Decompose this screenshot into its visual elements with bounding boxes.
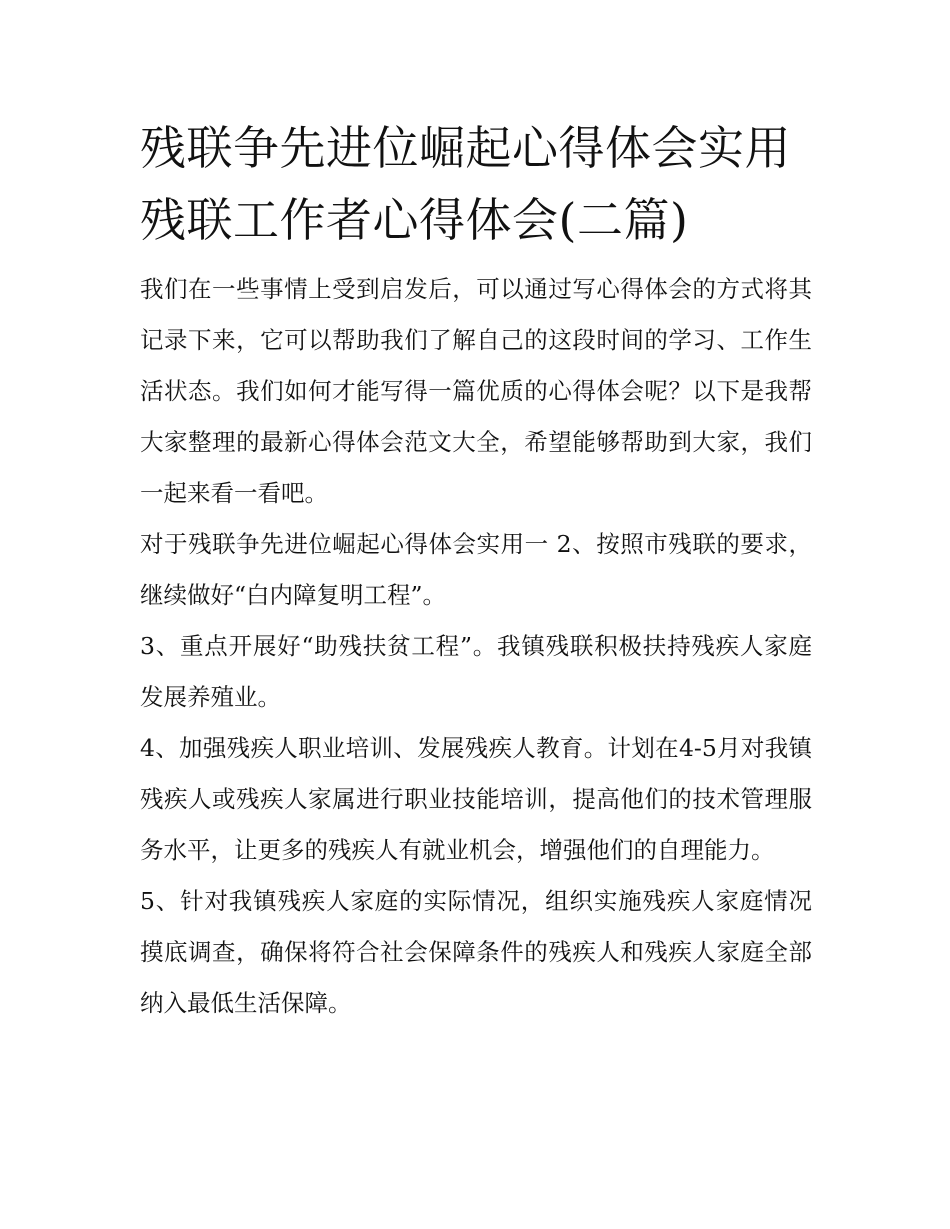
paragraph-item-3: 3、重点开展好“助残扶贫工程”。我镇残联积极扶持残疾人家庭发展养殖业。 — [140, 632, 812, 711]
document-body — [140, 112, 812, 1029]
paragraph-intro: 我们在一些事情上受到启发后，可以通过写心得体会的方式将其记录下来，它可以帮助我们了解自己的这段时间的学习、工作生活状态。我们如何才能写得一篇优质的心得体会呢？以下是我帮大家整理的最新心得体会范文大全，希望能够帮助到大家，我们一起来看一看吧。 — [140, 275, 812, 507]
paragraph-item-2: 对于残联争先进位崛起心得体会实用一 2、按照市残联的要求，继续做好“白内障复明工程”。 — [140, 530, 812, 609]
paragraph-item-5: 5、针对我镇残疾人家庭的实际情况，组织实施残疾人家庭情况摸底调查，确保将符合社会保障条件的残疾人和残疾人家庭全部纳入最低生活保障。 — [140, 887, 812, 1017]
paragraph-item-4: 4、加强残疾人职业培训、发展残疾人教育。计划在4-5月对我镇残疾人或残疾人家属进行职业技能培训，提高他们的技术管理服务水平，让更多的残疾人有就业机会，增强他们的自理能力。 — [140, 734, 812, 864]
document-title: 残联争先进位崛起心得体会实用 残联工作者心得体会(二篇) — [140, 121, 791, 247]
